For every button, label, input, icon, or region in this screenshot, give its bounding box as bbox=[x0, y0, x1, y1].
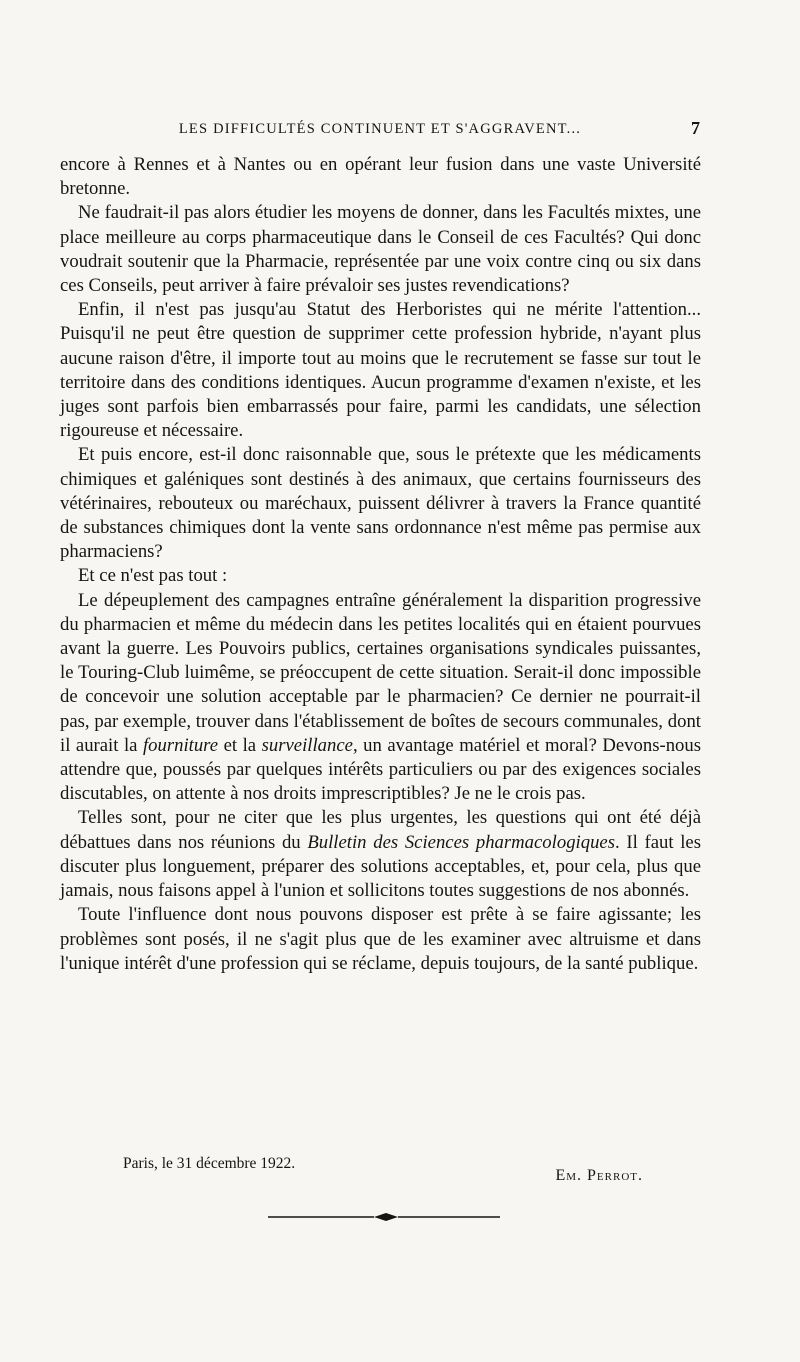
journal-title: Bulletin des Sciences pharmacologiques bbox=[307, 831, 615, 853]
emphasis-fourniture: fourniture bbox=[142, 734, 219, 756]
paragraph-6-part-a: Le dépeuplement des campagnes entraîne généralement la disparition progressive du pharmacien et même du médecin dans les petites localités qui en étaient pourvues avant la guerre. Les Pouvoirs publics, certaines organisations syndicales puissantes, le Touring-Club luimême, se préoccupent de cette situation. Serait-il donc impossible de concevoir une solution acceptable par le pharmacien? Ce dernier ne pourrait-il pas, par exemple, trouver dans l'établissement de boîtes de secours communales, dont il aurait la bbox=[60, 589, 701, 756]
paragraph-5: Et ce n'est pas tout : bbox=[78, 565, 228, 587]
paragraph-6-part-c: , un avantage matériel et moral? Devons-nous attendre que, poussés par quelques intérêts particuliers ou par des exigences sociales discutables, on attente à nos droits imprescriptibles? Je ne le crois pas. bbox=[60, 734, 701, 805]
paragraph-7-part-a: Telles sont, pour ne citer que les plus urgentes, les questions qui ont été déjà débattues dans nos réunions du bbox=[60, 807, 701, 853]
emphasis-surveillance: surveillance bbox=[261, 734, 353, 756]
paragraph-2: Ne faudrait-il pas alors étudier les moyens de donner, dans les Facultés mixtes, une place meilleure au corps pharmaceutique dans le Conseil de ces Facultés? Qui donc voudrait soutenir que la Pharmacie, représentée par une voix contre cinq ou six dans ces Conseils, peut arriver à faire prévaloir ses justes revendications? bbox=[60, 202, 701, 297]
paragraph-6 bbox=[60, 589, 701, 807]
signoff bbox=[60, 1153, 701, 1193]
page-number: 7 bbox=[691, 118, 700, 138]
paragraph-4: Et puis encore, est-il donc raisonnable que, sous le prétexte que les médicaments chimiques et galéniques sont destinés à des animaux, que certains fournisseurs des vétérinaires, rebouteux ou maréchaux, puissent délivrer à travers la France quantité de substances chimiques dont la vente sans ordonnance n'est même pas permise aux pharmaciens? bbox=[60, 444, 701, 563]
paragraph-6-part-b: et la bbox=[218, 734, 262, 756]
paragraph-1: encore à Rennes et à Nantes ou en opérant leur fusion dans une vaste Université bretonne. bbox=[60, 154, 701, 200]
paragraph-8: Toute l'influence dont nous pouvons disposer est prête à se faire agissante; les problèmes sont posés, il ne s'agit plus que de les examiner avec altruisme et dans l'unique intérêt d'une profession qui se réclame, depuis toujours, de la santé publique. bbox=[60, 904, 701, 974]
paragraph-7 bbox=[60, 806, 701, 903]
place-date: Paris, le 31 décembre 1922. bbox=[123, 1155, 296, 1172]
ornamental-divider-icon bbox=[268, 1210, 500, 1224]
author-signature: Em. Perrot. bbox=[555, 1167, 643, 1184]
running-title: LES DIFFICULTÉS CONTINUENT ET S'AGGRAVENT... bbox=[178, 121, 582, 137]
running-head bbox=[60, 118, 700, 142]
article-body bbox=[60, 153, 701, 976]
paragraph-3: Enfin, il n'est pas jusqu'au Statut des Herboristes qui ne mérite l'attention... Puisqu'il ne peut être question de supprimer cette profession hybride, n'ayant plus aucune raison d'être, il importe tout au moins que le recrutement se fasse sur tout le territoire dans des conditions identiques. Aucun programme d'examen n'existe, et les juges sont parfois bien embarrassés pour faire, parmi les candidats, une sélection rigoureuse et nécessaire. bbox=[60, 299, 701, 442]
paragraph-7-part-b: . Il faut les discuter plus longuement, préparer des solutions acceptables, et, pour cela, plus que jamais, nous faisons appel à l'union et sollicitons toutes suggestions de nos abonnés. bbox=[60, 831, 701, 902]
